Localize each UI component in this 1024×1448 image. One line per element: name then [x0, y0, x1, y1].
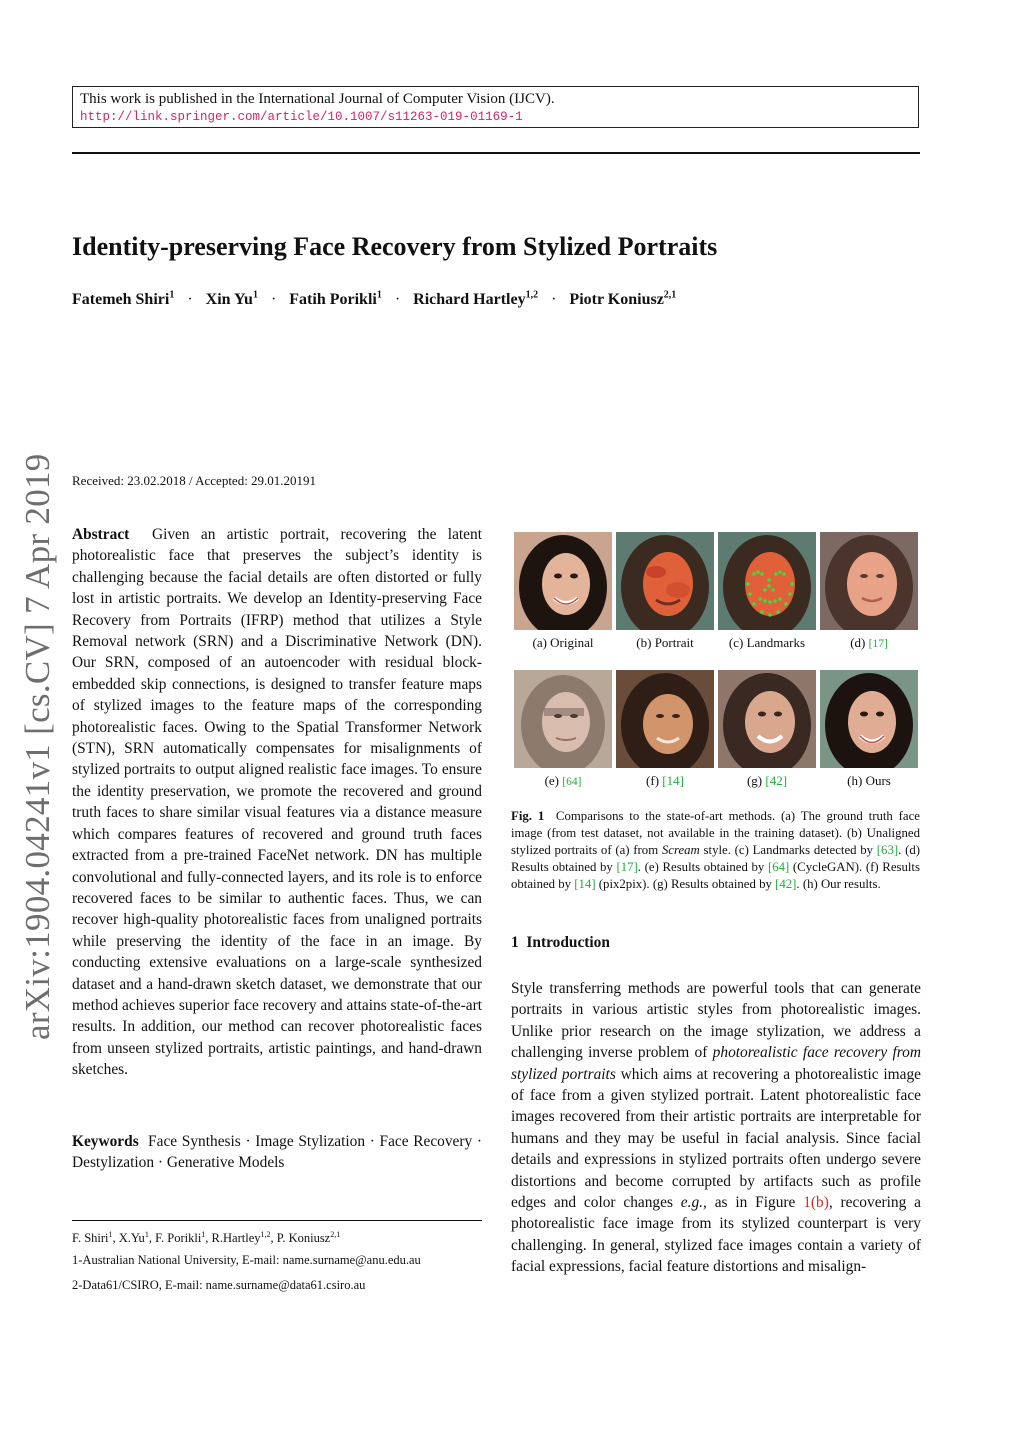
notice-text: This work is published in the International Journal of Computer Vision (IJCV).	[80, 91, 555, 107]
figure-caption: Fig. 1 Comparisons to the state-of-art methods. (a) The ground truth face image (from test dataset, not available in the training dataset). (b) Unaligned stylized portraits of (a) from Scream style. (c) Landmarks detected by [63]. (d) Results obtained by [17]. (e) Results obtained by [64] (CycleGAN). (f) Results obtained by [14] (pix2pix). (g) Results obtained by [42]. (h) Our results.	[511, 809, 920, 891]
face-image-landmarks	[718, 532, 816, 630]
author: Fatih Porikli$^1$	[289, 290, 382, 309]
publication-notice	[72, 86, 919, 128]
panel-caption-f: (f) [14]	[646, 773, 684, 788]
footnote-affiliation-2: 2-Data61/CSIRO, E-mail: name.surname@data61.csiro.au	[72, 1278, 366, 1292]
face-image-result-64	[514, 670, 612, 768]
author: Xin Yu$^1$	[205, 290, 258, 309]
author-separator: ·	[187, 291, 193, 309]
citation-link[interactable]: [42]	[765, 773, 788, 788]
panel-caption-g: (g) [42]	[746, 773, 788, 788]
panel-caption-d: (d) [17]	[850, 635, 888, 650]
figure-reference-link[interactable]: 1(b)	[803, 1194, 829, 1212]
section-heading: 1 Introduction	[511, 934, 610, 951]
keywords	[72, 1131, 482, 1174]
citation-link[interactable]: [42]	[775, 877, 797, 891]
face-image-portrait	[616, 532, 714, 630]
panel-caption-h: (h) Ours	[847, 773, 891, 788]
paper-title: Identity-preserving Face Recovery from Stylized Portraits	[72, 232, 718, 261]
header-rule	[72, 152, 920, 154]
face-image-result-42	[718, 670, 816, 768]
panel-caption-c: (c) Landmarks	[728, 635, 806, 650]
author-separator: ·	[270, 291, 277, 309]
citation-link[interactable]: [63]	[876, 843, 899, 857]
panel-caption-e: (e) [64]	[544, 773, 582, 788]
citation-link[interactable]: [17]	[868, 638, 888, 650]
face-image-original	[514, 532, 612, 630]
author-separator: ·	[394, 291, 401, 309]
article-link[interactable]: http://link.springer.com/article/10.1007/s11263-019-01169-1	[80, 110, 523, 124]
author: Richard Hartley$^{1,2}$	[413, 290, 539, 309]
face-image-result-14	[616, 670, 714, 768]
footnote-authors: F. Shiri$^1$, X.Yu$^1$, F. Porikli$^1$, R.Hartley$^{1,2}$, P. Koniusz$^{2,1}$	[72, 1230, 341, 1246]
author-list	[72, 290, 676, 309]
footnote-affiliation-1: 1-Australian National University, E-mail: name.surname@anu.edu.au	[72, 1253, 421, 1267]
citation-link[interactable]: [17]	[616, 860, 638, 874]
citation-link[interactable]: [14]	[574, 877, 596, 891]
arxiv-identifier: arXiv:1904.04241v1 [cs.CV] 7 Apr 2019	[18, 453, 57, 1040]
author: Piotr Koniusz$^{2,1}$	[569, 290, 677, 309]
face-image-result-17	[820, 532, 918, 630]
author-separator: ·	[551, 291, 557, 309]
author: Fatemeh Shiri$^1$	[72, 290, 175, 309]
abstract-text: Given an artistic portrait, recovering the latent photorealistic face that preserves the subject’s identity is challenging because the facial details are often distorted or fully lost in artistic portraits. We develop an Identity-preserving Face Recovery from Portraits (IFRP) method that utilizes a Style Removal network (SRN) and a Discriminative Network (DN). Our SRN, composed of an autoencoder with residual block-embedded skip connections, is designed to transfer feature maps of stylized images to the feature maps of the corresponding photorealistic faces. Owing to the Spatial Transformer Network (STN), SRN automatically compensates for misalignments of stylized portraits to output aligned realistic face images. To ensure the identity preservation, we promote the recovered and ground truth faces to share similar visual features via a distance measure which compares features of recovered and ground truth faces extracted from a pre-trained FaceNet network. DN has multiple convolutional and fully-connected layers, and its role is to enforce recovered faces to be similar to authentic faces. Thus, we can recover high-quality photorealistic faces from unaligned portraits while preserving the identity of the face in an image. By conducting extensive evaluations on a large-scale synthesized dataset and a hand-drawn sketch dataset, we demonstrate that our method achieves superior face recovery and attains state-of-the-art results. In addition, our method can recover photorealistic faces from unseen stylized portraits, artistic paintings, and hand-drawn sketches.	[72, 526, 482, 1079]
panel-caption-a: (a) Original	[532, 635, 594, 650]
keywords-text: Face Synthesis · Image Stylization · Face Recovery · Destylization · Generative Models	[72, 1133, 482, 1172]
citation-link[interactable]: [64]	[562, 776, 582, 788]
panel-caption-b: (b) Portrait	[636, 635, 694, 650]
abstract	[72, 524, 482, 1081]
keywords-label: Keywords	[72, 1133, 139, 1150]
citation-link[interactable]: [64]	[767, 860, 790, 874]
received-date: Received: 23.02.2018 / Accepted: 29.01.20191	[72, 473, 317, 488]
face-image-ours	[820, 670, 918, 768]
footnote-rule	[72, 1220, 482, 1221]
citation-link[interactable]: [14]	[662, 773, 684, 788]
abstract-label: Abstract	[72, 526, 130, 543]
introduction-text: Style transferring methods are powerful tools that can generate portraits in various artistic styles from photorealistic images. Unlike prior research on the image stylization, we address a challenging inverse problem of photorealistic face recovery from stylized portraits which aims at recovering a photorealistic image of face from a given stylized portrait. Latent photorealistic face images recovered from their artistic portraits are interpretable for humans and they may be useful in facial analysis. Since facial details and expressions in stylized portraits often undergo severe distortions and become corrupted by artifacts such as profile edges and color changes e.g., as in Figure 1(b), recovering a photorealistic face image from its stylized counterpart is very challenging. In general, stylized face images contain a variety of facial expressions, facial feature distortions and misalign-	[511, 980, 921, 1276]
